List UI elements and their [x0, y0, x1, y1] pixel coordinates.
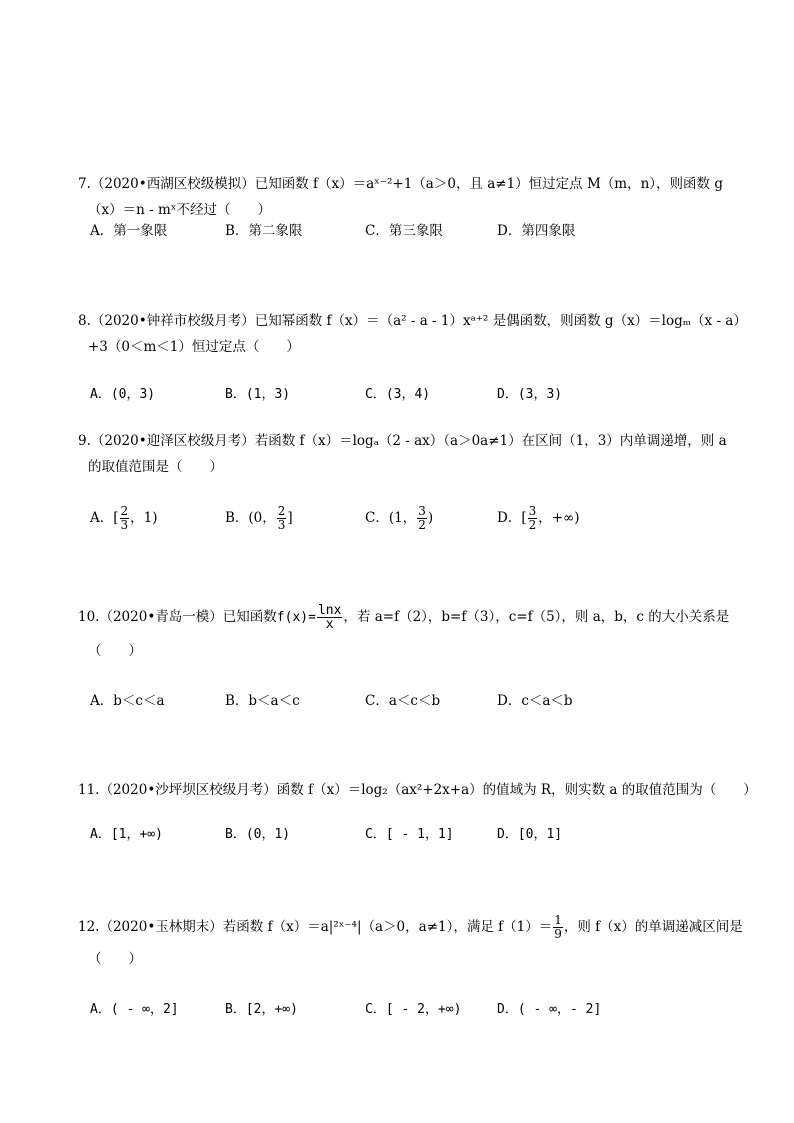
question-11-options: [90, 824, 730, 846]
question-9-stem-line-2: 的取值范围是（ ）: [88, 459, 223, 475]
fraction-one-ninth: [553, 914, 563, 941]
question-7-option-a[interactable]: A．第一象限: [90, 223, 168, 239]
question-8-option-a[interactable]: A．(0，3): [90, 387, 156, 402]
question-12-prefix: 12.（2020•玉林期末）若函数 f（x）＝a|²ˣ⁻⁴|（a＞0，a≠1），满足 f（1）＝: [78, 919, 553, 935]
question-8-option-d[interactable]: D．(3，3): [497, 387, 563, 402]
question-12-option-c[interactable]: C．[ - 2，+∞): [365, 1002, 462, 1017]
fraction-two-thirds: [277, 505, 287, 532]
fraction-numerator: 2: [277, 504, 286, 518]
question-8-option-c[interactable]: C．(3，4): [365, 387, 431, 402]
fraction-numerator: 3: [528, 504, 537, 518]
fraction-two-thirds: [120, 505, 130, 532]
fraction-three-halves: [528, 505, 538, 532]
question-7-options: [90, 220, 730, 242]
fraction-denominator: 9: [554, 927, 562, 941]
question-9-option-b-prefix: B．(0，: [225, 510, 276, 526]
fraction-denominator: x: [325, 617, 334, 632]
question-9-option-a-suffix: ，1): [130, 510, 158, 526]
question-11-option-a[interactable]: A．[1，+∞): [90, 827, 163, 842]
question-11-option-d[interactable]: D．[0，1]: [497, 827, 563, 842]
question-9-option-c[interactable]: [365, 505, 433, 532]
fraction-denominator: 2: [418, 518, 426, 532]
question-9-option-d-prefix: D．[: [497, 510, 527, 526]
question-9-stem-line-1: 9.（2020•迎泽区校级月考）若函数 f（x）＝logₐ（2 - ax）（a＞0a≠1）在区间（1，3）内单调递增，则 a: [78, 433, 727, 449]
question-10: [78, 604, 728, 661]
question-9-options: [90, 504, 730, 532]
question-8-stem-line-2: +3（0＜m＜1）恒过定点（ ）: [88, 339, 300, 355]
question-12-suffix: ，则 f（x）的单调递减区间是: [563, 919, 743, 935]
fraction-three-halves: [417, 505, 427, 532]
question-8-options: [90, 384, 730, 406]
question-9-option-b-suffix: ]: [287, 510, 293, 526]
fraction-denominator: 3: [277, 518, 286, 532]
question-10-prefix: 10.（2020•青岛一模）已知函数: [78, 609, 277, 625]
fraction-numerator: 3: [418, 504, 426, 518]
question-10-suffix: ，若 a=f（2），b=f（3），c=f（5），则 a，b，c 的大小关系是: [343, 609, 730, 625]
fraction-numerator: lnx: [317, 603, 342, 618]
question-7-option-c[interactable]: C．第三象限: [365, 223, 443, 239]
question-12-option-d[interactable]: D．( - ∞，- 2]: [497, 1002, 602, 1017]
question-11-stem-line-1: 11.（2020•沙坪坝区校级月考）函数 f（x）＝log₂（ax²+2x+a）的值域为 R，则实数 a 的取值范围为（ ）: [78, 782, 757, 798]
question-11: [78, 780, 757, 800]
fraction-numerator: 1: [554, 913, 562, 927]
question-10-stem-line-2: （ ）: [88, 643, 142, 659]
question-9-option-c-suffix: ): [427, 510, 434, 526]
question-11-option-c[interactable]: C．[ - 1，1]: [365, 827, 454, 842]
question-8-stem-line-1: 8.（2020•钟祥市校级月考）已知幂函数 f（x）＝（a² - a - 1）xᵃ⁺² 是偶函数，则函数 g（x）＝logₘ（x - a）: [78, 313, 747, 329]
question-11-option-b[interactable]: B．(0，1): [225, 827, 291, 842]
question-9-option-b[interactable]: [225, 505, 293, 532]
question-7-stem-line-1: 7.（2020•西湖区校级模拟）已知函数 f（x）＝aˣ⁻²+1（a＞0，且 a≠1）恒过定点 M（m，n），则函数 g: [78, 176, 723, 192]
question-10-option-c[interactable]: C．a＜c＜b: [365, 693, 441, 709]
fraction-denominator: 3: [120, 518, 129, 532]
question-10-option-a[interactable]: A．b＜c＜a: [90, 693, 165, 709]
question-8-option-b[interactable]: B．(1，3): [225, 387, 291, 402]
question-8: [78, 311, 747, 357]
fraction-lnx-over-x: [317, 604, 342, 631]
question-12-options: [90, 999, 730, 1021]
question-9-option-d[interactable]: [497, 505, 580, 532]
fraction-numerator: 2: [120, 504, 129, 518]
fraction-denominator: 2: [528, 518, 537, 532]
question-10-function: f(x)=: [276, 610, 316, 625]
question-7-option-d[interactable]: D．第四象限: [497, 223, 576, 239]
question-7-option-b[interactable]: B．第二象限: [225, 223, 303, 239]
question-9-option-c-prefix: C．(1，: [365, 510, 417, 526]
question-12: [78, 913, 743, 969]
question-9-option-a[interactable]: [90, 505, 158, 532]
question-9-option-a-prefix: A．[: [90, 510, 119, 526]
question-12-stem-line-2: （ ）: [88, 951, 142, 967]
question-9: [78, 431, 728, 477]
question-9-option-d-suffix: ，+∞): [538, 510, 580, 526]
question-7-stem-line-2: （x）＝n - mˣ不经过（ ）: [88, 202, 271, 218]
question-10-stem-line-1: [78, 604, 728, 631]
question-10-options: [90, 690, 730, 712]
question-10-option-d[interactable]: D．c＜a＜b: [497, 693, 573, 709]
question-12-option-b[interactable]: B．[2，+∞): [225, 1002, 298, 1017]
question-12-stem-line-1: [78, 913, 743, 941]
question-10-option-b[interactable]: B．b＜a＜c: [225, 693, 300, 709]
question-12-option-a[interactable]: A．( - ∞，2]: [90, 1002, 179, 1017]
question-7: [78, 174, 728, 220]
